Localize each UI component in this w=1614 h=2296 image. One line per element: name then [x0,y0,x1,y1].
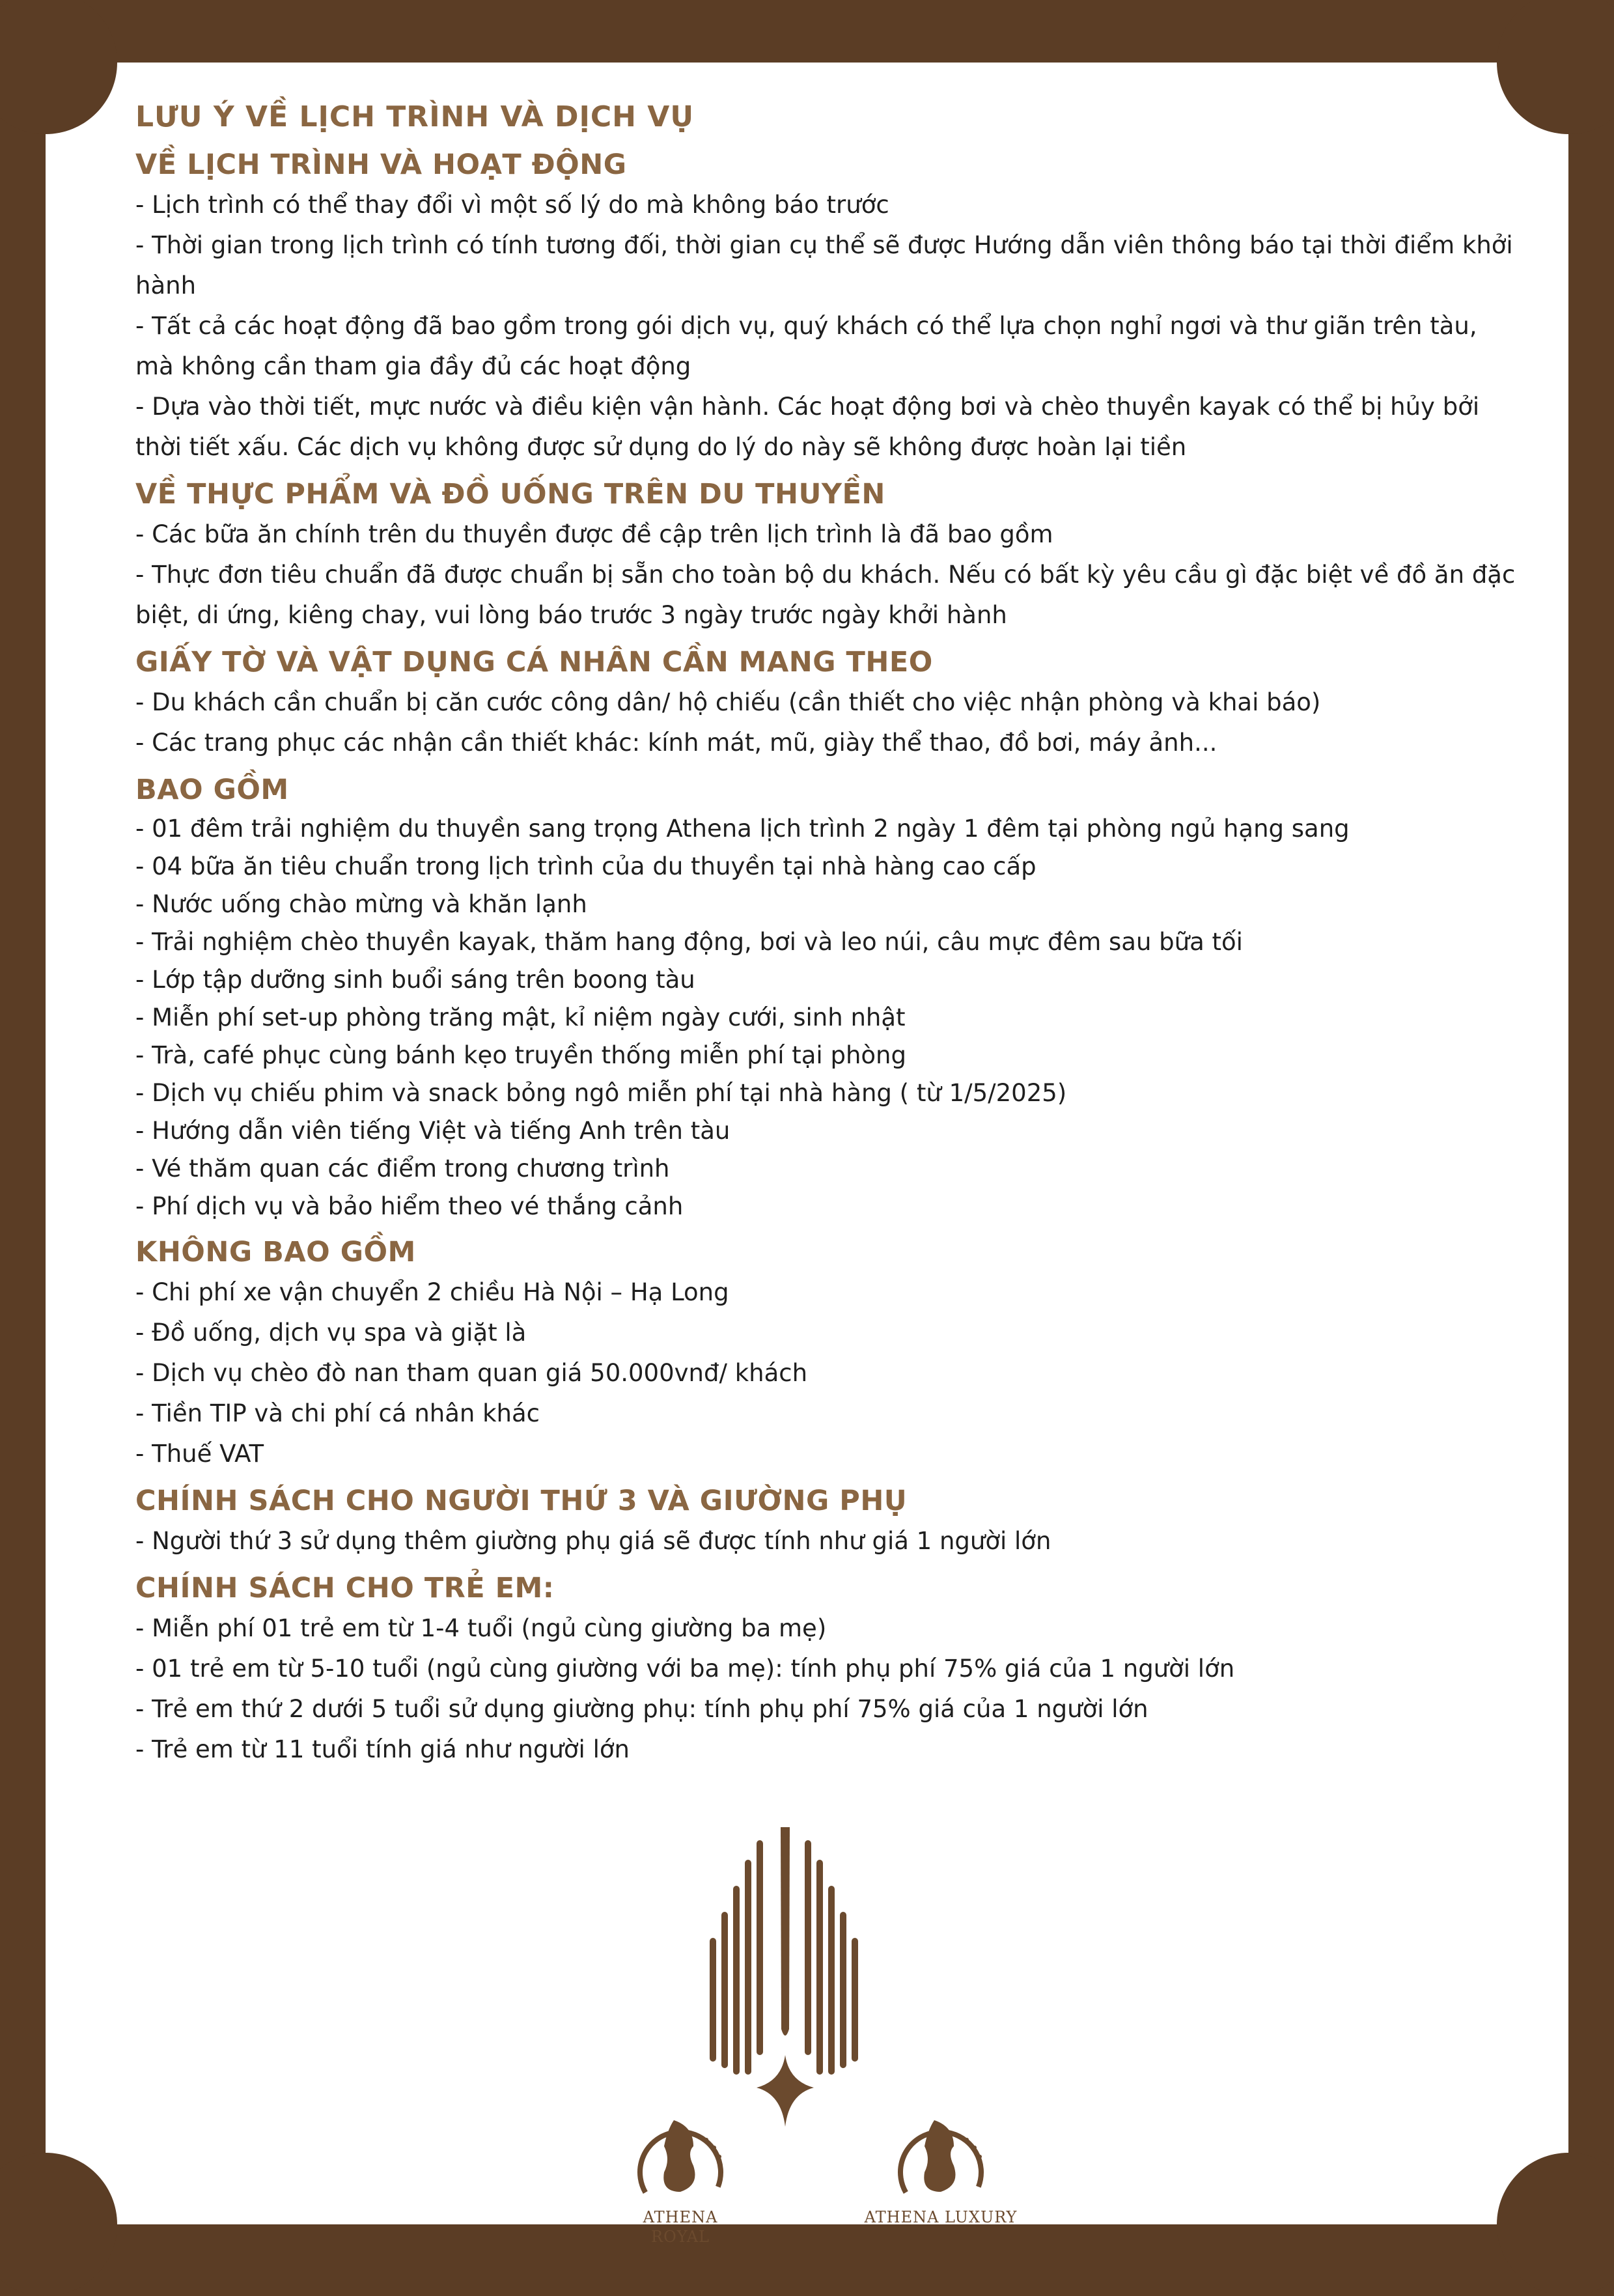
list-item: - Miễn phí 01 trẻ em từ 1-4 tuổi (ngủ cùng giường ba mẹ) [135,1614,827,1642]
section-heading: BAO GỒM [135,774,289,806]
brand-label-right: ATHENA LUXURY [864,2208,1018,2226]
list-item: - Các bữa ăn chính trên du thuyền được đề cập trên lịch trình là đã bao gồm [135,520,1053,548]
list-item: - 01 trẻ em từ 5-10 tuổi (ngủ cùng giường với ba mẹ): tính phụ phí 75% giá của 1 người lớn [135,1655,1235,1683]
list-item: - Dịch vụ chiếu phim và snack bỏng ngô miễn phí tại nhà hàng ( từ 1/5/2025) [135,1079,1067,1107]
list-item: - Trẻ em thứ 2 dưới 5 tuổi sử dụng giường phụ: tính phụ phí 75% giá của 1 người lớn [135,1695,1148,1723]
list-item: - Vé thăm quan các điểm trong chương trình [135,1155,670,1183]
section-included [135,770,1516,1225]
list-item: - Trà, café phục cùng bánh kẹo truyền thống miễn phí tại phòng [135,1041,906,1069]
section-food [135,474,1516,636]
brand-label-left: ATHENA ROYAL [643,2208,718,2246]
list-item: - Hướng dẫn viên tiếng Việt và tiếng Anh trên tàu [135,1117,730,1145]
tower-logo-icon [710,1827,858,2127]
list-item: - Thời gian trong lịch trình có tính tương đối, thời gian cụ thể sẽ được Hướng dẫn viên thông báo tại thời điểm khởi hành [135,231,1513,300]
section-excluded [135,1232,1516,1474]
list-item: - Dựa vào thời tiết, mực nước và điều kiện vận hành. Các hoạt động bơi và chèo thuyền kayak có thể bị hủy bởi thời tiết xấu. Các dịch vụ không được sử dụng do lý do này sẽ không được hoàn lại tiền [135,393,1480,461]
corner-tl [0,0,117,134]
document-content [135,98,1516,1776]
section-extra-bed [135,1481,1516,1561]
list-item: - Người thứ 3 sử dụng thêm giường phụ giá sẽ được tính như giá 1 người lớn [135,1527,1051,1555]
list-item: - Lớp tập dưỡng sinh buổi sáng trên boong tàu [135,966,695,994]
list-item: - Miễn phí set-up phòng trăng mật, kỉ niệm ngày cưới, sinh nhật [135,1003,906,1031]
section-heading: CHÍNH SÁCH CHO NGƯỜI THỨ 3 VÀ GIƯỜNG PHỤ [135,1485,908,1517]
section-heading: VỀ THỰC PHẨM VÀ ĐỒ UỐNG TRÊN DU THUYỀN [135,478,885,511]
list-item: - Lịch trình có thể thay đổi vì một số lý do mà không báo trước [135,191,889,219]
section-heading: KHÔNG BAO GỒM [135,1236,416,1268]
list-item: - 01 đêm trải nghiệm du thuyền sang trọng Athena lịch trình 2 ngày 1 đêm tại phòng ngủ hạng sang [135,815,1350,843]
tower-emblem-icon [46,1821,1568,2224]
list-item: - Trải nghiệm chèo thuyền kayak, thăm hang động, bơi và leo núi, câu mực đêm sau bữa tối [135,928,1243,956]
section-documents [135,642,1516,763]
section-children [135,1568,1516,1770]
list-item: - Tất cả các hoạt động đã bao gồm trong gói dịch vụ, quý khách có thể lựa chọn nghỉ ngơi và thư giãn trên tàu, mà không cần tham gia đầy đủ các hoạt động [135,312,1477,380]
list-item: - Trẻ em từ 11 tuổi tính giá như người lớn [135,1735,630,1763]
section-schedule [135,145,1516,468]
page-title: LƯU Ý VỀ LỊCH TRÌNH VÀ DỊCH VỤ [135,100,695,133]
list-item: - Du khách cần chuẩn bị căn cước công dân/ hộ chiếu (cần thiết cho việc nhận phòng và khai báo) [135,688,1321,716]
brand-logos [46,1821,1568,2246]
list-item: - Các trang phục các nhận cần thiết khác: kính mát, mũ, giày thể thao, đồ bơi, máy ảnh... [135,729,1217,757]
list-item: - Thực đơn tiêu chuẩn đã được chuẩn bị sẵn cho toàn bộ du khách. Nếu có bất kỳ yêu cầu gì đặc biệt về đồ ăn đặc biệt, di ứng, kiêng chay, vui lòng báo trước 3 ngày trước ngày khởi hành [135,561,1516,629]
list-item: - Dịch vụ chèo đò nan tham quan giá 50.000vnđ/ khách [135,1359,808,1387]
list-item: - Đồ uống, dịch vụ spa và giặt là [135,1319,527,1347]
section-heading: CHÍNH SÁCH CHO TRẺ EM: [135,1572,555,1604]
list-item: - 04 bữa ăn tiêu chuẩn trong lịch trình của du thuyền tại nhà hàng cao cấp [135,852,1037,880]
section-heading: GIẤY TỜ VÀ VẬT DỤNG CÁ NHÂN CẦN MANG THEO [135,646,933,679]
list-item: - Nước uống chào mừng và khăn lạnh [135,890,587,918]
list-item: - Tiền TIP và chi phí cá nhân khác [135,1399,540,1427]
list-item: - Phí dịch vụ và bảo hiểm theo vé thắng cảnh [135,1192,684,1220]
list-item: - Thuế VAT [135,1440,264,1468]
section-heading: VỀ LỊCH TRÌNH VÀ HOẠT ĐỘNG [135,148,627,181]
document-card [46,63,1568,2246]
list-item: - Chi phí xe vận chuyển 2 chiều Hà Nội – Hạ Long [135,1278,729,1306]
